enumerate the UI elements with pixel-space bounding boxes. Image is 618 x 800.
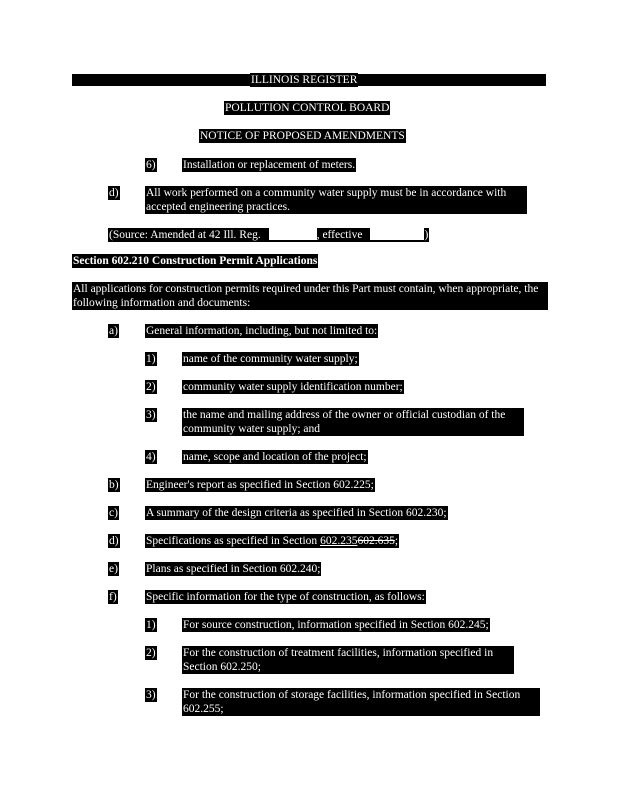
subsection-a-text: General information, including, but not limited to: xyxy=(146,325,378,337)
subsection-b-text: Engineer's report as specified in Section 602.225; xyxy=(146,479,374,491)
register-page-blank xyxy=(269,228,317,240)
source-middle: , effective xyxy=(316,229,363,241)
subsection-d-number: d) xyxy=(109,187,119,199)
subsection-c-number: c) xyxy=(109,507,118,519)
a-item-1-text: name of the community water supply; xyxy=(183,353,358,365)
inserted-section-number: 602.235 xyxy=(320,535,358,547)
source-note xyxy=(108,228,429,242)
f-item-3-number: 3) xyxy=(146,689,156,701)
register-title: ILLINOIS REGISTER xyxy=(251,74,358,86)
f-item-1-number: 1) xyxy=(146,619,156,631)
a-item-4-text: name, scope and location of the project; xyxy=(183,451,367,463)
item-6-number: 6) xyxy=(146,159,156,171)
source-suffix: ) xyxy=(424,229,429,241)
effective-date-blank xyxy=(370,228,424,240)
subsection-d2-number: d) xyxy=(109,535,119,547)
f-item-2-number: 2) xyxy=(146,647,156,659)
subsection-d2-text xyxy=(145,534,399,548)
item-6-text: Installation or replacement of meters. xyxy=(183,159,356,171)
deleted-section-number: 602.635 xyxy=(357,535,395,547)
notice-title: NOTICE OF PROPOSED AMENDMENTS xyxy=(200,130,405,142)
f-item-1-text: For source construction, information specified in Section 602.245; xyxy=(183,619,489,631)
subsection-e-text: Plans as specified in Section 602.240; xyxy=(146,563,321,575)
d2-suffix: ; xyxy=(394,535,399,547)
f-item-3-text: For the construction of storage facilities, information specified in Section 602.255; xyxy=(182,688,540,716)
subsection-b-number: b) xyxy=(109,479,119,491)
a-item-1-number: 1) xyxy=(146,353,156,365)
subsection-f-number: f) xyxy=(109,591,117,603)
a-item-2-text: community water supply identification number; xyxy=(183,381,403,393)
subsection-c-text: A summary of the design criteria as specified in Section 602.230; xyxy=(146,507,447,519)
subsection-d-text: All work performed on a community water supply must be in accordance with accepted engineering practices. xyxy=(145,186,527,214)
a-item-3-number: 3) xyxy=(146,409,156,421)
f-item-2-text: For the construction of treatment facilities, information specified in Section 602.250; xyxy=(182,646,514,674)
board-title: POLLUTION CONTROL BOARD xyxy=(225,102,390,114)
source-prefix: (Source: Amended at 42 Ill. Reg. xyxy=(109,229,261,241)
subsection-e-number: e) xyxy=(109,563,118,575)
a-item-3-text: the name and mailing address of the owner or official custodian of the community water supply; and xyxy=(182,408,524,436)
a-item-2-number: 2) xyxy=(146,381,156,393)
section-intro: All applications for construction permits required under this Part must contain, when appropriate, the following information and documents: xyxy=(72,282,548,310)
subsection-f-text: Specific information for the type of construction, as follows: xyxy=(146,591,425,603)
a-item-4-number: 4) xyxy=(146,451,156,463)
d2-prefix: Specifications as specified in Section xyxy=(146,535,321,547)
section-heading: Section 602.210 Construction Permit Applications xyxy=(73,255,318,267)
subsection-a-number: a) xyxy=(109,325,118,337)
